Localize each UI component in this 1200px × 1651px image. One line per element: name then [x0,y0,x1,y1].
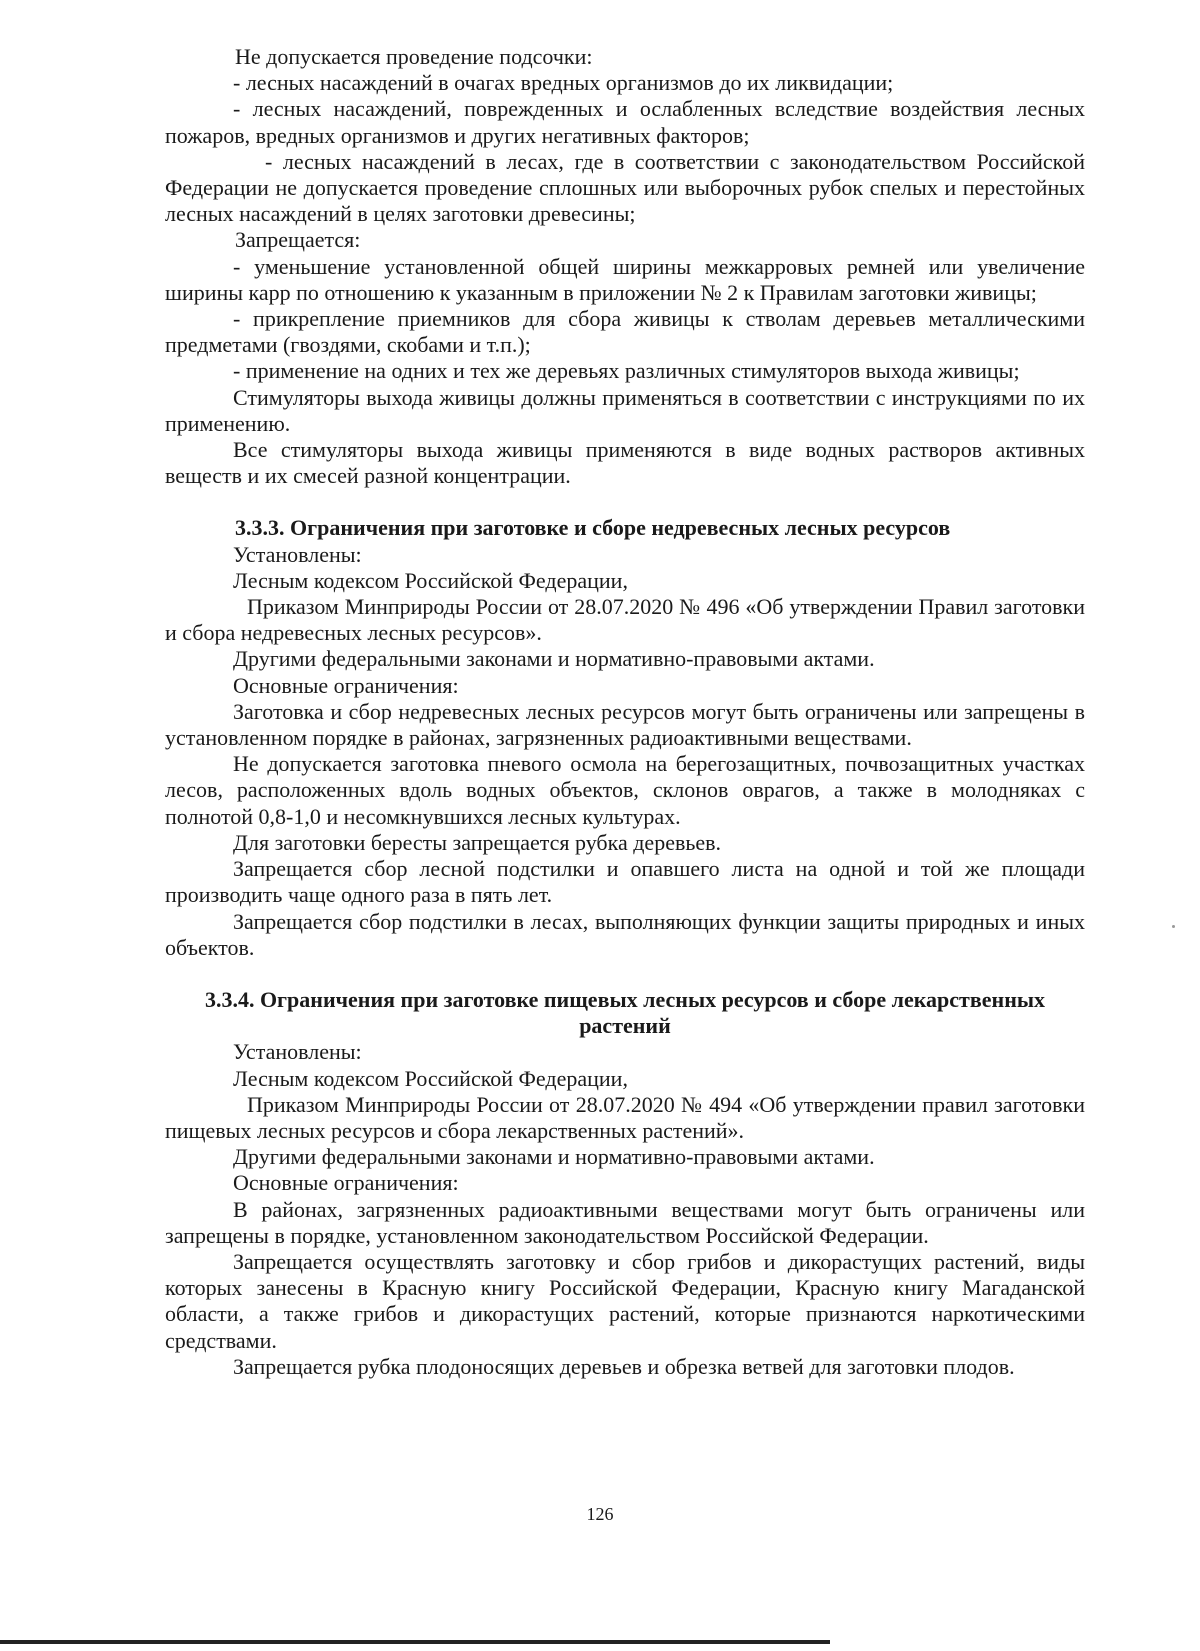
paragraph: В районах, загрязненных радиоактивными веществами могут быть ограничены или запрещены в порядке, установленном законодательством Российской Федерации. [165,1196,1085,1248]
list-item: - лесных насаждений, поврежденных и ослабленных вследствие воздействия лесных пожаров, вредных организмов и других негативных факторов; [165,96,1085,148]
paragraph: Приказом Минприроды России от 28.07.2020 № 494 «Об утверждении правил заготовки пищевых лесных ресурсов и сбора лекарственных растений». [165,1091,1085,1143]
paragraph: Заготовка и сбор недревесных лесных ресурсов могут быть ограничены или запрещены в установленном порядке в районах, загрязненных радиоактивными веществами. [165,698,1085,751]
section-heading-3-3-3: 3.3.3. Ограничения при заготовке и сборе недревесных лесных ресурсов [235,515,951,541]
paragraph: Установлены: [233,1039,362,1065]
paragraph: Другими федеральными законами и нормативно-правовыми актами. [233,646,875,672]
list-item: - лесных насаждений в лесах, где в соответствии с законодательством Российской Федерации не допускается проведение сплошных или выборочных рубок спелых и перестойных лесных насаждений в целях заготовки древесины; [165,148,1085,227]
list-item: - уменьшение установленной общей ширины межкарровых ремней или увеличение ширины карр по отношению к указанным в приложении № 2 к Правилам заготовки живицы; [165,253,1085,305]
list-item: - прикрепление приемников для сбора живицы к стволам деревьев металлическими предметами (гвоздями, скобами и т.п.); [165,306,1085,358]
paragraph: Запрещается сбор лесной подстилки и опавшего листа на одной и той же площади производить чаще одного раза в пять лет. [165,856,1085,908]
paragraph: Все стимуляторы выхода живицы применяются в виде водных растворов активных веществ и их смесей разной концентрации. [165,437,1085,489]
paragraph: Лесным кодексом Российской Федерации, [233,567,628,593]
paragraph: Не допускается заготовка пневого осмола на берегозащитных, почвозащитных участках лесов, расположенных вдоль водных объектов, склонов оврагов, а также в молодняках с полнотой 0,8-1,0 и несомкнувшихся лесных культурах. [165,751,1085,829]
paragraph: Запрещается сбор подстилки в лесах, выполняющих функции защиты природных и иных объектов. [165,908,1085,960]
paragraph: Основные ограничения: [233,672,459,698]
scan-speck [1172,925,1175,928]
page-content [165,44,1085,1380]
paragraph: Не допускается проведение подсочки: [235,44,593,69]
paragraph: Запрещается рубка плодоносящих деревьев и обрезка ветвей для заготовки плодов. [233,1353,1015,1379]
paragraph: Для заготовки бересты запрещается рубка деревьев. [233,829,722,855]
paragraph: Запрещается осуществлять заготовку и сбор грибов и дикорастущих растений, виды которых занесены в Красную книгу Российской Федерации, Красную книгу Магаданской области, а также грибов и дикорастущих растений, которые признаются наркотическими средствами. [165,1248,1085,1353]
list-item: - применение на одних и тех же деревьях различных стимуляторов выхода живицы; [233,358,1020,384]
paragraph: Приказом Минприроды России от 28.07.2020 № 496 «Об утверждении Правил заготовки и сбора недревесных лесных ресурсов». [165,594,1085,646]
paragraph: Лесным кодексом Российской Федерации, [233,1065,628,1091]
page-number: 126 [586,1504,614,1524]
paragraph: Основные ограничения: [233,1170,459,1196]
section-heading-3-3-4: 3.3.4. Ограничения при заготовке пищевых лесных ресурсов и сборе лекарственных растений [204,986,1046,1039]
paragraph: Запрещается: [235,227,361,253]
paragraph: Стимуляторы выхода живицы должны применяться в соответствии с инструкциями по их применению. [165,384,1085,436]
paragraph: Установлены: [233,541,362,567]
list-item: - лесных насаждений в очагах вредных организмов до их ликвидации; [233,70,894,96]
paragraph: Другими федеральными законами и нормативно-правовыми актами. [233,1144,875,1170]
bottom-rule [0,1640,830,1644]
